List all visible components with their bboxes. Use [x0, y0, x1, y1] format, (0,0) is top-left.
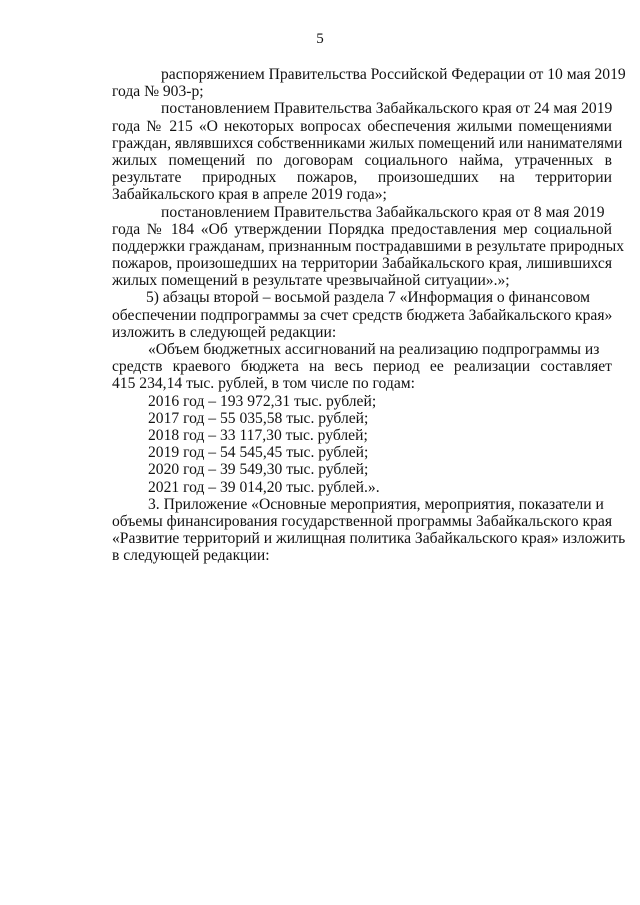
text-line: средств краевого бюджета на весь период ее реализации составляет [112, 358, 612, 376]
text-line: в следующей редакции: [112, 547, 270, 565]
text-line: «Объем бюджетных ассигнований на реализацию подпрограммы из [148, 341, 600, 358]
text-line: жилых помещений в результате чрезвычайной ситуации».»; [112, 272, 510, 290]
text-line: пожаров, произошедших на территории Забайкальского края, лишившихся [112, 255, 612, 273]
text-line: года № 903-р; [112, 83, 204, 101]
text-line: результате природных пожаров, произошедших на территории [112, 169, 612, 187]
text-line: года № 184 «Об утверждении Порядка предоставления мер социальной [112, 220, 612, 238]
text-line: 2018 год – 33 117,30 тыс. рублей; [148, 426, 368, 444]
text-line: 5) абзацы второй – восьмой раздела 7 «Информация о финансовом [146, 289, 590, 307]
text-line: 2019 год – 54 545,45 тыс. рублей; [148, 444, 369, 462]
text-line: 2021 год – 39 014,20 тыс. рублей.». [148, 478, 380, 496]
text-line: 2017 год – 55 035,58 тыс. рублей; [148, 409, 369, 427]
text-line: 3. Приложение «Основные мероприятия, мероприятия, показатели и [148, 495, 604, 513]
page-number: 5 [316, 31, 324, 47]
document-body [112, 66, 626, 565]
text-line: 415 234,14 тыс. рублей, в том числе по годам: [112, 375, 415, 393]
text-line: граждан, являвшихся собственниками жилых помещений или нанимателями [112, 134, 623, 152]
text-line: жилых помещений по договорам социального найма, утраченных в [112, 151, 612, 169]
text-line: 2020 год – 39 549,30 тыс. рублей; [148, 461, 369, 479]
text-line: постановлением Правительства Забайкальского края от 24 мая 2019 [161, 100, 613, 118]
text-line: распоряжением Правительства Российской Федерации от 10 мая 2019 [161, 66, 626, 83]
text-line: постановлением Правительства Забайкальского края от 8 мая 2019 [161, 203, 605, 221]
text-line: изложить в следующей редакции: [112, 323, 337, 341]
text-line: года № 215 «О некоторых вопросах обеспечения жилыми помещениями [112, 117, 612, 135]
text-line: поддержки гражданам, признанным пострадавшими в результате природных [112, 237, 625, 255]
text-line: обеспечении подпрограммы за счет средств бюджета Забайкальского края» [112, 306, 613, 324]
text-line: 2016 год – 193 972,31 тыс. рублей; [148, 392, 377, 410]
text-line: Забайкальского края в апреле 2019 года»; [112, 186, 387, 204]
text-line: «Развитие территорий и жилищная политика Забайкальского края» изложить [112, 530, 626, 548]
text-line: объемы финансирования государственной программы Забайкальского края [112, 512, 612, 530]
